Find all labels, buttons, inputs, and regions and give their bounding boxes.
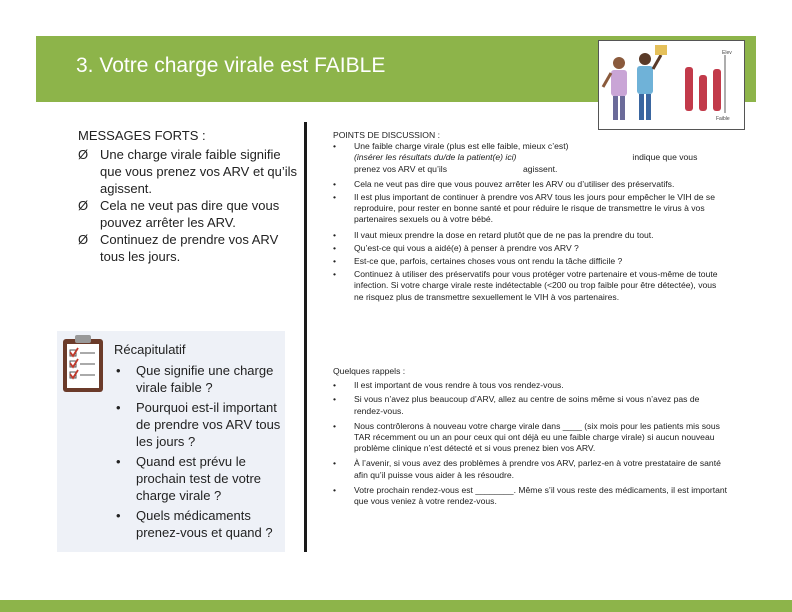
- reminders-heading: Quelques rappels :: [333, 366, 406, 376]
- reminders: [333, 366, 728, 510]
- list-item: • Il vaut mieux prendre la dose en retard plutôt que de ne pas la prendre du tout.: [333, 229, 654, 240]
- discussion-heading: POINTS DE DISCUSSION :: [333, 130, 440, 140]
- list-item: • Si vous n’avez plus beaucoup d’ARV, allez au centre de soins même si vous n’avez pas de rendez-vous.: [333, 394, 700, 416]
- list-item: • Cela ne veut pas dire que vous pouvez arrêter les ARV ou d’utiliser des préservatifs.: [333, 178, 675, 189]
- list-item: • Continuez à utiliser des préservatifs pour vous protéger votre partenaire et vous-même de toute infection. Si votre charge virale reste indétectable (<200 ou trop faible pour être détectée), vous ne risquez plus de transmettre sexuellement le VIH à vos partenaires.: [333, 269, 718, 302]
- list-item: • Que signifie une charge virale faible ?: [116, 363, 274, 395]
- arrow-bullet-icon: Ø: [78, 232, 89, 247]
- bullet-icon: •: [333, 484, 337, 495]
- bullet-icon: •: [333, 229, 337, 240]
- list-item: • Une faible charge virale (plus est elle faible, mieux c’est) (insérer les résultats du/de la patient(e) ici) indique que vous prenez vos ARV et qu’ils agissent.: [333, 141, 698, 174]
- list-item: • Il est plus important de continuer à prendre vos ARV tous les jours pour empêcher le VIH de se reproduire, pour rester en bonne santé et pour réduire le risque de transmettre le virus à vos partenaires sexuels ou à votre bébé.: [333, 192, 715, 225]
- clipboard-icon: [60, 334, 106, 394]
- bullet-icon: •: [116, 454, 121, 469]
- bullet-icon: •: [333, 192, 337, 203]
- list-item: • Quels médicaments prenez-vous et quand ?: [116, 508, 273, 540]
- bullet-icon: •: [116, 363, 121, 378]
- list-item: Ø Cela ne veut pas dire que vous pouvez arrêter les ARV.: [78, 198, 280, 230]
- list-item: • Est-ce que, parfois, certaines choses vous ont rendu la tâche difficile ?: [333, 256, 623, 267]
- list-item: • Votre prochain rendez-vous est ________. Même s’il vous reste des médicaments, il est important que vous veniez à votre rendez-vous.: [333, 484, 728, 507]
- list-item: • Qu’est-ce qui vous a aidé(e) à penser à prendre vos ARV ?: [333, 242, 579, 253]
- bullet-icon: •: [333, 269, 337, 280]
- bullet-icon: •: [116, 508, 121, 523]
- recap-section: [114, 341, 284, 544]
- column-divider: [304, 122, 307, 552]
- list-item: • À l’avenir, si vous avez des problèmes à prendre vos ARV, parlez-en à votre prestataire de santé afin qu’il puisse vous aider à les résoudre.: [333, 458, 721, 480]
- list-item: Ø Continuez de prendre vos ARV tous les jours.: [78, 232, 279, 264]
- bullet-icon: •: [333, 178, 337, 189]
- list-item: Ø Une charge virale faible signifie que vous prenez vos ARV et qu’ils agissent.: [78, 147, 298, 196]
- bullet-icon: •: [333, 394, 337, 405]
- arrow-bullet-icon: Ø: [78, 147, 89, 162]
- list-item: • Il est important de vous rendre à tous vos rendez-vous.: [333, 380, 564, 391]
- bullet-icon: •: [333, 256, 337, 267]
- strong-messages: [78, 127, 300, 265]
- arrow-bullet-icon: Ø: [78, 198, 89, 213]
- bullet-icon: •: [333, 458, 337, 469]
- footer-bar: [0, 600, 792, 612]
- discussion-points: [333, 130, 728, 305]
- bullet-icon: •: [333, 242, 337, 253]
- recap-heading: Récapitulatif: [114, 342, 186, 357]
- list-item: • Pourquoi est-il important de prendre vos ARV tous les jours ?: [116, 400, 281, 449]
- bullet-icon: •: [333, 420, 337, 431]
- illustration-label-low: Faible: [716, 116, 730, 122]
- page-title: 3. Votre charge virale est FAIBLE: [76, 54, 386, 77]
- bullet-icon: •: [333, 380, 337, 391]
- strong-messages-heading: MESSAGES FORTS :: [78, 128, 206, 143]
- list-item: • Nous contrôlerons à nouveau votre charge virale dans ____ (six mois pour les patients mis sous TAR récemment ou un an pour ceux qui ont déjà eu une faible charge virale) si aucun nouveau problème clinique n’est détecté et si vous prenez bien vos ARV.: [333, 420, 720, 454]
- list-item: • Quand est prévu le prochain test de votre charge virale ?: [116, 454, 262, 503]
- illustration-label-high: Elev: [722, 50, 732, 56]
- bullet-icon: •: [333, 141, 337, 152]
- bullet-icon: •: [116, 400, 121, 415]
